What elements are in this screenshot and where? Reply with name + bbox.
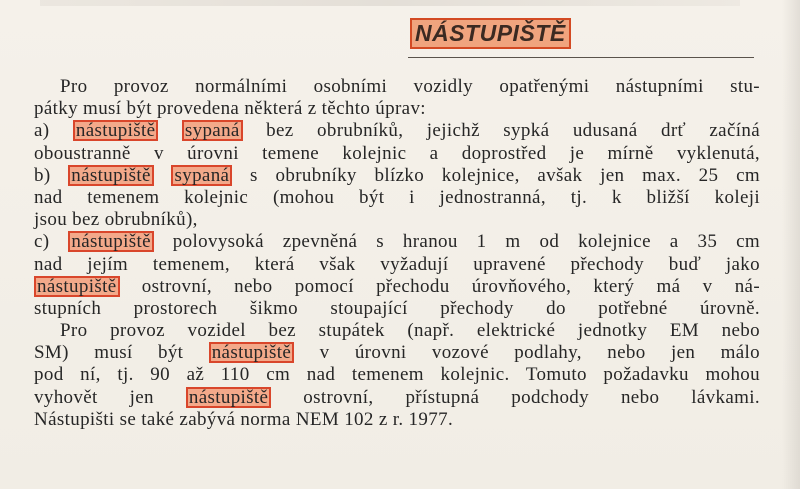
text-line: [34, 320, 760, 342]
text-run: ostrovní, přístupná podchody nebo lávkami.: [271, 386, 760, 408]
text-run: ostrovní, nebo pomocí přechodu úrovňového, který má v ná-: [119, 275, 760, 297]
text-line: [34, 342, 760, 364]
heading-block: [410, 18, 571, 49]
text-run: polovysoká zpevněná s hranou 1 m od kolejnice a 35 cm: [153, 231, 760, 253]
text-run: vyhovět jen: [34, 386, 186, 408]
text-run: v úrovni vozové podlahy, nebo jen málo: [294, 342, 760, 364]
heading-rule: [408, 57, 754, 58]
text-run: SM) musí být: [34, 342, 209, 364]
text-line: [34, 276, 760, 298]
text-run: Nástupišti se také zabývá norma NEM 102 z r. 1977.: [34, 408, 454, 430]
text-run: pátky musí být provedena některá z těchto úprav:: [34, 98, 426, 120]
text-run: Pro provoz vozidel bez stupátek (např. elektrické jednotky EM nebo: [60, 320, 760, 342]
page-edge-shadow: [782, 0, 800, 489]
highlighted-term: nástupiště: [68, 231, 154, 252]
text-line: [34, 120, 760, 142]
highlighted-term: sypaná: [171, 165, 232, 186]
text-line: [34, 298, 760, 320]
text-line: [34, 364, 760, 386]
bleed-through-text: [40, 0, 740, 6]
highlighted-term: nástupiště: [68, 165, 154, 186]
text-line: [34, 165, 760, 187]
text-run: jsou bez obrubníků),: [34, 209, 198, 231]
text-line: [34, 209, 760, 231]
highlighted-term: nástupiště: [209, 342, 295, 363]
body-text: [34, 76, 760, 431]
text-run: s obrubníky blízko kolejnice, avšak jen max. 25 cm: [232, 164, 760, 186]
text-run: c): [34, 231, 69, 253]
text-line: [34, 76, 760, 98]
section-heading: NÁSTUPIŠTĚ: [410, 18, 571, 49]
text-run: [158, 120, 181, 141]
text-line: [34, 187, 760, 209]
text-line: [34, 231, 760, 253]
text-run: oboustranně v úrovni temene kolejnic a doprostřed je mírně vyklenutá,: [34, 142, 760, 164]
highlighted-term: sypaná: [182, 120, 243, 141]
highlighted-term: nástupiště: [34, 276, 120, 297]
text-run: nad jejím temenem, která však vyžadují upravené přechody buď jako: [34, 253, 760, 275]
text-run: pod ní, tj. 90 až 110 cm nad temenem kolejnic. Tomuto požadavku mohou: [34, 364, 760, 386]
text-run: nad temenem kolejnic (mohou být i jednostranná, tj. k bližší koleji: [34, 186, 760, 208]
highlighted-term: nástupiště: [73, 120, 159, 141]
text-run: bez obrubníků, jejichž sypká udusaná drť začíná: [242, 120, 760, 142]
text-run: Pro provoz normálními osobními vozidly opatřenými nástupními stu-: [60, 76, 760, 97]
text-line: [34, 387, 760, 409]
text-line: [34, 254, 760, 276]
text-line: [34, 98, 760, 120]
text-run: [154, 165, 172, 186]
text-line: [34, 409, 760, 431]
text-run: stupních prostorech šikmo stoupající přechody do potřebné úrovně.: [34, 297, 760, 319]
text-run: b): [34, 164, 69, 186]
text-line: [34, 143, 760, 165]
highlighted-term: nástupiště: [186, 387, 272, 408]
text-run: a): [34, 120, 73, 142]
